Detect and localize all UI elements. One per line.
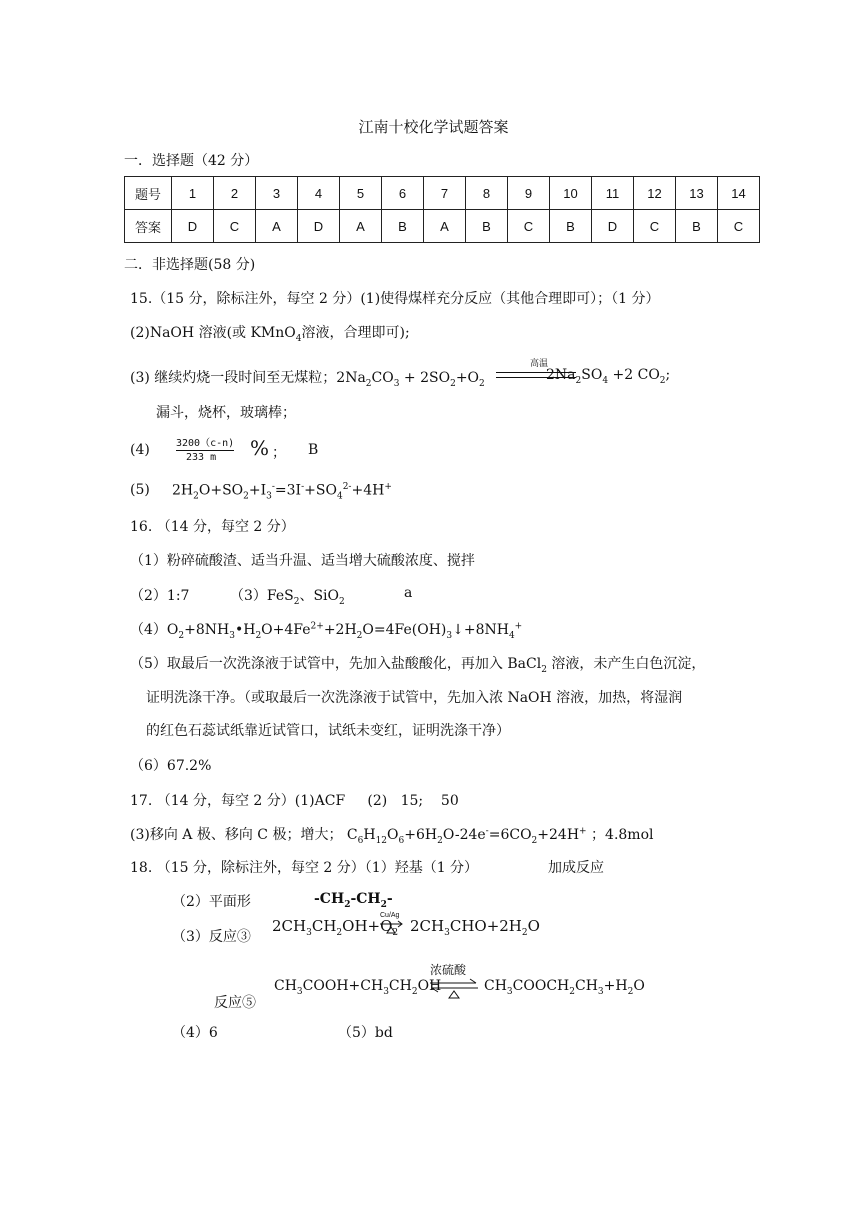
q17-line1: 17. （14 分，每空 2 分）(1)ACF (2) 15; 50	[130, 793, 459, 809]
q17-line2: (3)移向 A 极、移向 C 极；增大； $C_6H_{12}O_6+6H_2O-24e^-=6CO_2+24H^+$ ；4.8mol	[130, 826, 654, 846]
q15-line4: 漏斗，烧杯，玻璃棒；	[156, 405, 296, 421]
table-cell: C	[508, 210, 550, 243]
table-cell: 13	[676, 177, 718, 210]
q15-part4-answer: B	[308, 442, 319, 458]
table-cell: D	[298, 210, 340, 243]
table-cell: 4	[298, 177, 340, 210]
table-cell: A	[340, 210, 382, 243]
table-cell: 12	[634, 177, 676, 210]
table-cell: 1	[172, 177, 214, 210]
table-cell: A	[256, 210, 298, 243]
q16-part2: （2）1:7	[130, 588, 190, 604]
q16-part5-line1: （5）取最后一次洗涤液于试管中，先加入盐酸酸化，再加入 BaCl$_2$ 溶液，未产生白色沉淀，	[130, 656, 706, 675]
condition-label: 高温	[529, 359, 548, 369]
q16-part5-line3: 的红色石蕊试纸靠近试管口，试纸未变红，证明洗涤干净）	[146, 723, 510, 739]
q16-part3-answer: a	[404, 585, 413, 601]
table-cell: 11	[592, 177, 634, 210]
table-cell: B	[676, 210, 718, 243]
table-cell: 6	[382, 177, 424, 210]
table-row	[125, 210, 760, 243]
table-cell: 3	[256, 177, 298, 210]
table-cell: 7	[424, 177, 466, 210]
table-cell: 10	[550, 177, 592, 210]
q15-part5-equation: $2H_2O+SO_2+I_3^-=3I^-+SO_4^{2-}+4H^+$	[172, 482, 392, 502]
q16-part4-equation: $(4)O_2+8NH_3•H_2O+4Fe^{2+}+2H_2O=4Fe(OH)_3↓+8NH_4^+$	[130, 621, 523, 641]
q15-part5-label: (5)	[130, 482, 150, 498]
table-cell: 5	[340, 177, 382, 210]
q15-line2: (2)NaOH 溶液(或 KMnO$_4$溶液，合理即可);	[130, 325, 410, 344]
q18-part3-reaction5-label: 反应⑤	[214, 995, 256, 1011]
section-nonchoice-heading: 二．非选择题(58 分)	[124, 257, 256, 273]
reaction5-reactants: $CH_3COOH+CH_3CH_2OH$	[274, 978, 442, 997]
q18-part2-structure: $-CH_2-CH_2-$	[314, 891, 393, 910]
table-header-cell: 答案	[125, 210, 172, 243]
q18-part4: （4）6	[172, 1025, 218, 1041]
q15-line1: 15.（15 分，除标注外，每空 2 分）(1)使得煤样充分反应（其他合理即可）；（1 分）	[130, 291, 660, 307]
q18-part3-label: （3）反应③	[172, 929, 251, 945]
arrow-heat-icon	[378, 920, 406, 934]
percent-sign: %	[250, 436, 270, 460]
table-cell: D	[172, 210, 214, 243]
semicolon: ；	[272, 445, 286, 461]
reaction3-reactants: $2CH_3CH_2OH+O_2$	[272, 917, 399, 938]
table-cell: C	[718, 210, 760, 243]
reaction5-products: $CH_3COOCH_2CH_3+H_2O$	[484, 978, 645, 997]
reaction3-products: $2CH_3CHO+2H_2O$	[410, 917, 540, 938]
q16-part6: （6）67.2%	[130, 758, 212, 774]
q15-line3-product: $2Na_2SO_4 +2$ $CO_2$;	[546, 367, 671, 386]
q18-part2: （2）平面形	[172, 894, 251, 910]
page-title: 江南十校化学试题答案	[358, 118, 509, 136]
q15-line3: (3) 继续灼烧一段时间至无煤粒；$2Na_2CO_3 + 2SO_2+O_2$	[130, 370, 485, 389]
fraction-numerator: 3200（c-n)	[176, 434, 234, 451]
table-row	[125, 177, 760, 210]
q18-part5: （5）bd	[338, 1025, 393, 1041]
section-choice-heading: 一．选择题（42 分）	[124, 153, 259, 169]
table-cell: B	[382, 210, 424, 243]
q16-line2: （1）粉碎硫酸渣、适当升温、适当增大硫酸浓度、搅拌	[130, 553, 475, 569]
fraction-denominator: 233 m	[186, 452, 217, 463]
table-header-cell: 题号	[125, 177, 172, 210]
table-cell: C	[214, 210, 256, 243]
table-cell: 8	[466, 177, 508, 210]
table-cell: B	[466, 210, 508, 243]
condition-label: Cu/Ag	[380, 912, 400, 919]
table-cell: B	[550, 210, 592, 243]
answer-table	[124, 176, 760, 243]
q18-part1-answer2: 加成反应	[548, 860, 604, 876]
table-cell: A	[424, 210, 466, 243]
table-cell: D	[592, 210, 634, 243]
table-cell: C	[634, 210, 676, 243]
reversible-arrow-icon	[428, 978, 480, 1000]
q16-part3: （3）FeS$_2$、SiO$_2$	[230, 588, 345, 607]
table-cell: 9	[508, 177, 550, 210]
q15-part4-label: (4)	[130, 442, 150, 458]
table-cell: 2	[214, 177, 256, 210]
condition-label: 浓硫酸	[430, 963, 467, 977]
q18-line1: 18. （15 分，除标注外，每空 2 分）（1）羟基（1 分）	[130, 860, 479, 876]
q16-line1: 16. （14 分，每空 2 分）	[130, 519, 295, 535]
table-cell: 14	[718, 177, 760, 210]
q16-part5-line2: 证明洗涤干净。（或取最后一次洗涤液于试管中，先加入浓 NaOH 溶液，加热，将湿润	[146, 690, 683, 706]
